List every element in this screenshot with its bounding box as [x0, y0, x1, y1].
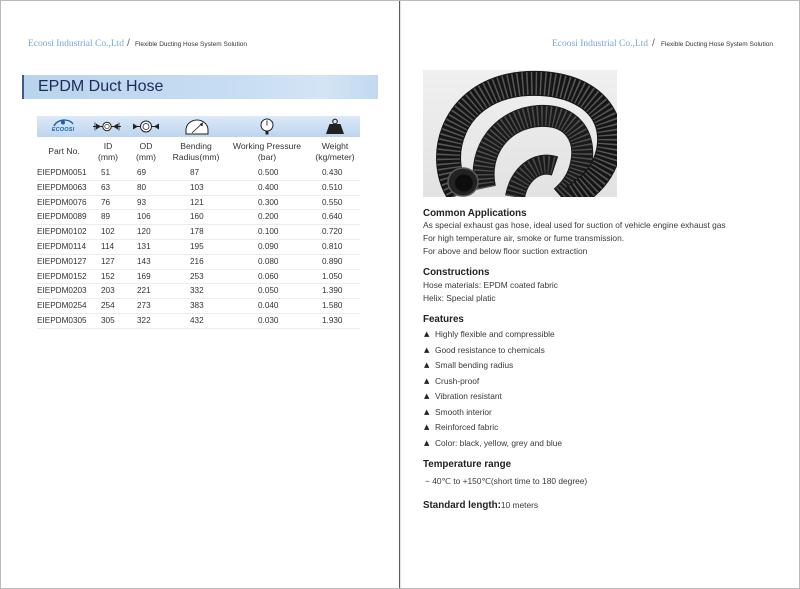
header-tagline: Flexible Ducting Hose System Solution [661, 41, 773, 48]
application-line: As special exhaust gas hose, ideal used for suction of vehicle engine exhaust gas [423, 220, 726, 230]
part-no-cell: EIEPDM0114 [37, 241, 86, 251]
feature-text: Reinforced fabric [435, 422, 499, 432]
od-cell: 106 [137, 212, 151, 222]
bullet-triangle-icon: ▲ [424, 392, 430, 400]
weight-cell: 0.430 [322, 168, 343, 177]
applications-heading: Common Applications [423, 208, 527, 219]
bending-radius-cell: 383 [190, 301, 204, 311]
weight-cell: 0.510 [322, 182, 343, 192]
company-name: Ecoosi Industrial Co.,Ltd [552, 39, 649, 49]
header-separator: / [652, 37, 655, 49]
od-cell: 69 [137, 168, 147, 177]
weight-cell: 0.640 [322, 212, 343, 222]
od-diameter-icon [132, 119, 160, 134]
weight-icon [325, 118, 345, 135]
od-cell: 131 [137, 241, 151, 251]
column-label: Part No. [48, 146, 80, 156]
application-line: For above and below floor suction extraction [423, 246, 588, 256]
left-page [0, 0, 399, 589]
table-row [37, 299, 360, 314]
company-name: Ecoosi Industrial Co.,Ltd [28, 39, 125, 49]
column-header-part-no [39, 146, 89, 158]
standard-length [423, 499, 538, 512]
od-cell: 322 [137, 315, 151, 325]
bullet-triangle-icon: ▲ [424, 330, 430, 338]
part-no-cell: EIEPDM0127 [37, 256, 87, 266]
od-cell: 143 [137, 256, 151, 266]
right-page [400, 0, 800, 589]
bending-radius-cell: 432 [190, 315, 204, 325]
column-unit: (mm) [97, 152, 119, 162]
bullet-triangle-icon: ▲ [424, 407, 430, 416]
feature-text: Smooth interior [435, 406, 492, 417]
column-unit: Radius(mm) [172, 152, 220, 162]
part-no-cell: EIEPDM0102 [37, 227, 87, 237]
working-pressure-cell: 0.050 [258, 286, 279, 296]
bending-radius-icon [183, 118, 211, 135]
column-header-working-pressure [227, 141, 307, 164]
feature-text: Crush-proof [435, 375, 480, 386]
column-label: Weight [321, 140, 349, 151]
column-unit: (bar) [257, 152, 277, 162]
weight-cell: 1.930 [322, 315, 343, 325]
od-cell: 273 [137, 301, 151, 311]
id-cell: 51 [101, 168, 111, 177]
part-no-cell: EIEPDM0051 [37, 168, 87, 177]
table-row [37, 196, 360, 211]
table-row [37, 284, 360, 299]
table-row [37, 270, 360, 285]
table-row [37, 210, 360, 225]
column-label: Bending [180, 140, 212, 151]
od-cell: 80 [137, 182, 147, 192]
id-cell: 76 [101, 197, 111, 207]
features-heading: Features [423, 314, 464, 325]
working-pressure-cell: 0.100 [258, 227, 279, 237]
bending-radius-cell: 178 [190, 227, 204, 237]
page-title: EPDM Duct Hose [38, 78, 164, 95]
construction-line: Helix: Special platic [423, 293, 496, 303]
bending-radius-cell: 253 [190, 271, 204, 281]
table-row [37, 314, 360, 329]
feature-text: Vibration resistant [435, 391, 502, 401]
weight-cell: 0.550 [322, 197, 343, 207]
table-row [37, 166, 360, 181]
temperature-heading: Temperature range [423, 459, 512, 470]
ecoosi-logo [47, 117, 79, 136]
feature-text: Good resistance to chemicals [435, 344, 545, 355]
table-row [37, 240, 360, 255]
title-banner [22, 75, 378, 99]
bullet-triangle-icon: ▲ [424, 361, 430, 369]
working-pressure-cell: 0.200 [258, 212, 279, 222]
table-icon-header [37, 116, 360, 137]
bending-radius-cell: 195 [190, 241, 204, 251]
working-pressure-cell: 0.080 [258, 256, 279, 266]
id-cell: 114 [101, 241, 115, 251]
working-pressure-cell: 0.060 [258, 271, 279, 281]
od-cell: 221 [137, 286, 151, 296]
pressure-gauge-icon [259, 118, 275, 135]
working-pressure-cell: 0.030 [258, 315, 279, 325]
part-no-cell: EIEPDM0089 [37, 212, 87, 222]
weight-cell: 1.390 [322, 286, 343, 296]
application-line: For high temperature air, smoke or fume transmission. [423, 233, 625, 243]
product-photo [423, 70, 617, 197]
id-cell: 152 [101, 271, 115, 281]
id-cell: 254 [101, 301, 115, 311]
table-row [37, 225, 360, 240]
working-pressure-cell: 0.400 [258, 182, 279, 192]
column-header-weight [310, 141, 360, 164]
part-no-cell: EIEPDM0076 [37, 197, 87, 207]
feature-text: Color: black, yellow, grey and blue [435, 437, 563, 448]
weight-cell: 0.810 [322, 241, 343, 251]
bending-radius-cell: 121 [190, 197, 204, 207]
temperature-range-text: − 40℃ to +150℃(short time to 180 degree) [425, 476, 588, 486]
working-pressure-cell: 0.500 [258, 168, 279, 177]
column-unit: (mm) [135, 152, 157, 162]
working-pressure-cell: 0.090 [258, 241, 279, 251]
feature-text: Highly flexible and compressible [435, 329, 555, 339]
id-cell: 203 [101, 286, 115, 296]
id-diameter-icon [92, 119, 122, 134]
id-cell: 63 [101, 182, 111, 192]
column-label: OD [139, 140, 153, 151]
constructions-heading: Constructions [423, 267, 490, 278]
column-header-bending-radius [166, 141, 226, 164]
standard-length-label: Standard length: [423, 500, 501, 511]
id-cell: 89 [101, 212, 111, 222]
logo-text: ECOOSI [51, 127, 75, 133]
column-unit: (kg/meter) [315, 152, 355, 162]
od-cell: 93 [137, 197, 147, 207]
bending-radius-cell: 216 [190, 256, 204, 266]
part-no-cell: EIEPDM0305 [37, 315, 87, 325]
column-header-id [93, 141, 123, 164]
column-header-od [131, 141, 161, 164]
bullet-triangle-icon: ▲ [424, 438, 430, 447]
column-label: ID [103, 140, 113, 151]
construction-line: Hose materials: EPDM coated fabric [423, 280, 558, 290]
part-no-cell: EIEPDM0203 [37, 286, 87, 296]
feature-text: Small bending radius [435, 360, 514, 370]
id-cell: 127 [101, 256, 115, 266]
standard-length-value: 10 meters [500, 500, 539, 510]
weight-cell: 0.720 [322, 227, 343, 237]
bullet-triangle-icon: ▲ [424, 345, 430, 354]
part-no-cell: EIEPDM0152 [37, 271, 87, 281]
weight-cell: 0.890 [322, 256, 343, 266]
working-pressure-cell: 0.300 [258, 197, 279, 207]
spec-table-body [37, 166, 360, 329]
weight-cell: 1.580 [322, 301, 343, 311]
part-no-cell: EIEPDM0254 [37, 301, 87, 311]
working-pressure-cell: 0.040 [258, 301, 279, 311]
column-label: Working Pressure [232, 140, 302, 151]
od-cell: 169 [137, 271, 151, 281]
table-row [37, 181, 360, 196]
id-cell: 102 [101, 227, 115, 237]
weight-cell: 1.050 [322, 271, 343, 281]
od-cell: 120 [137, 227, 151, 237]
bending-radius-cell: 87 [190, 168, 200, 177]
bending-radius-cell: 160 [190, 212, 204, 222]
part-no-cell: EIEPDM0063 [37, 182, 87, 192]
id-cell: 305 [101, 315, 115, 325]
header-separator: / [127, 37, 130, 49]
table-row [37, 255, 360, 270]
bending-radius-cell: 103 [190, 182, 204, 192]
bullet-triangle-icon: ▲ [424, 376, 430, 385]
bullet-triangle-icon: ▲ [424, 423, 430, 431]
bending-radius-cell: 332 [190, 286, 204, 296]
header-tagline: Flexible Ducting Hose System Solution [135, 41, 247, 48]
